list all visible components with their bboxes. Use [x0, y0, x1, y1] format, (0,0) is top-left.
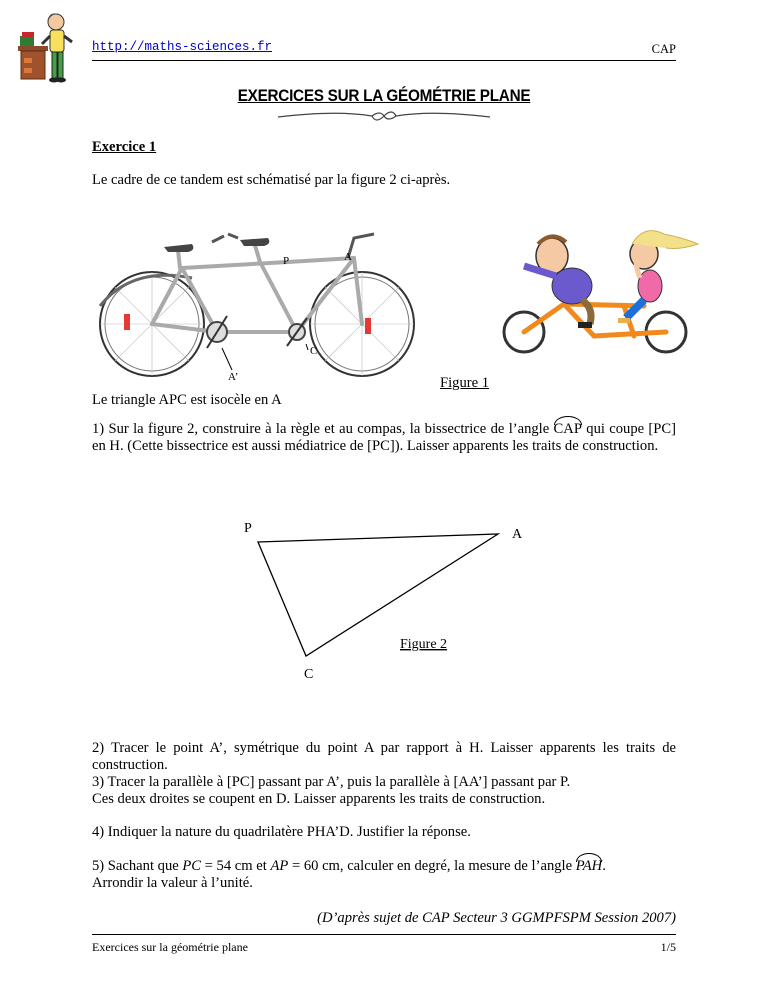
angle-pah-notation: PAH — [575, 858, 603, 874]
question-1-before: 1) Sur la figure 2, construire à la règle et au compas, la bissectrice de l’angle — [92, 421, 554, 437]
figure1-label-c: C — [310, 345, 318, 357]
header-rule — [92, 60, 676, 61]
page-number: 1/5 — [660, 940, 676, 954]
var-ap: AP — [270, 858, 289, 874]
question-3-line2: Ces deux droites se coupent en D. Laisser apparents les traits de construction. — [92, 791, 546, 807]
site-url-link[interactable]: http://maths-sciences.fr — [92, 40, 273, 54]
figure2-label-c: C — [304, 667, 314, 682]
exercise-intro: Le cadre de ce tandem est schématisé par la figure 2 ci-après. — [92, 172, 451, 188]
var-pc: PC — [182, 858, 202, 874]
footer-rule — [92, 934, 676, 935]
value-pc: = 54 cm et — [201, 858, 271, 874]
question-2: 2) Tracer le point A’, symétrique du point A par rapport à H. Laisser apparents les traits de construction. — [92, 740, 676, 773]
triangle-apc — [258, 534, 498, 656]
figure1-label-p: P — [283, 255, 290, 267]
page-title: EXERCICES SUR LA GÉOMÉTRIE PLANE — [237, 86, 531, 105]
exercise-heading: Exercice 1 — [92, 139, 157, 155]
angle-cap-notation: CAP — [553, 421, 582, 437]
source-citation: (D’après sujet de CAP Secteur 3 GGMPFSPM Session 2007) — [317, 910, 676, 926]
question-1 — [92, 421, 676, 455]
value-ap: = 60 cm, calculer en degré, la mesure de l’angle — [288, 858, 576, 874]
tandem-bicycle-image — [92, 220, 442, 386]
figure1-label-a: A — [344, 251, 352, 263]
level-label: CAP — [651, 42, 676, 56]
question-5-line2: Arrondir la valeur à l’unité. — [92, 875, 253, 891]
figure2-caption: Figure 2 — [400, 637, 448, 652]
title-ornament — [276, 108, 492, 126]
question-1-after: qui coupe [PC] en H. (Cette bissectrice est aussi médiatrice de [PC]). Laisser apparents les traits de construction. — [92, 421, 676, 454]
question-4: 4) Indiquer la nature du quadrilatère PHA’D. Justifier la réponse. — [92, 824, 471, 840]
isosceles-statement: Le triangle APC est isocèle en A — [92, 392, 282, 408]
cartoon-tandem-riders-image — [494, 214, 704, 362]
figure2-label-p: P — [244, 521, 252, 536]
figure1-caption: Figure 1 — [440, 375, 490, 391]
site-logo — [14, 10, 88, 92]
footer-title: Exercices sur la géométrie plane — [92, 940, 248, 954]
figure2-label-a: A — [512, 527, 523, 542]
question-5-line1 — [92, 858, 606, 875]
figure2-triangle — [230, 510, 550, 690]
question-5-end: . — [602, 858, 606, 874]
question-5-pre: 5) Sachant que — [92, 858, 183, 874]
figure1-label-a-prime: A’ — [228, 371, 239, 383]
question-3-line1: 3) Tracer la parallèle à [PC] passant par A’, puis la parallèle à [AA’] passant par P. — [92, 774, 571, 790]
